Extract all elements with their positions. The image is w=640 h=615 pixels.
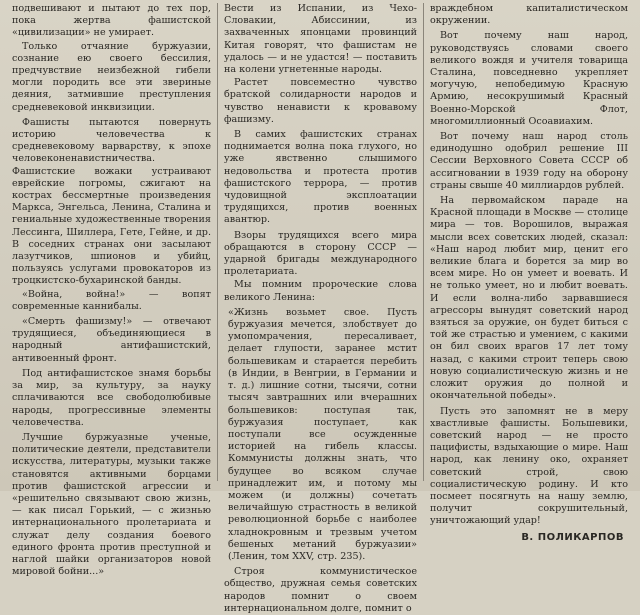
paragraph: Вот почему наш народ, руководствуясь словами своего великого вождя и учителя товарища Сталина, повседневно укрепляет могучую, непобедимую Красную Армию, несокрушимый Красный Военно-Морской Флот, многомиллионный Осоавиахим. — [430, 30, 628, 127]
paragraph: Взоры трудящихся всего мира обращаются в сторону СССР — ударной бригады международного пролетариата. — [224, 229, 417, 278]
paragraph: Лучшие буржуазные ученые, политические деятели, представители искусства, литературы, музыки также становятся активными борцами против фашистской агрессии и «решительно связывают свою жизнь, — как писал Горький, — с жизнью интернационального пролетариата и служат делу создания боевого единого фронта против преступной и наглой шайки организаторов новой мировой бойни...» — [12, 431, 211, 578]
lenin-quote: «Жизнь возьмет свое. Пусть буржуазия мечется, злобствует до умопомрачения, пересаливает, делает глупости, заранее мстит большевикам и старается перебить (в Индии, в Венгрии, в Германии и т. д.) лишние сотни, тысячи, сотни тысяч завтрашних или вчерашних большевиков: поступая так, буржуазия поступает, как поступали все осужденные историей на гибель классы. Коммунисты должны знать, что будущее во всяком случае принадлежит им, и потому мы можем (и должны) сочетать величайшую страстность в великой революционной борьбе с наиболее хладнокровным и трезвым учетом бешеных метаний буржуазии» (Ленин, том XXV, стр. 235). — [228, 306, 417, 562]
paragraph: подвешивают и пытают до тех пор, пока жертва фашистской «цивилизации» не умирает. — [12, 3, 211, 39]
paragraph: Пусть это запомнят не в меру хвастливые фашисты. Большевики, советский народ — не просто пацифисты, вздыхающие о мире. Наш народ, как ленину око, охраняет советский строй, свою социалистическую родину. И кто посмеет посягнуть на нашу землю, получит сокрушительный, уничтожающий удар! — [430, 405, 628, 527]
article-column-3 — [424, 3, 634, 543]
article-columns — [6, 3, 634, 614]
paragraph: Растет повсеместно чувство братской солидарности народов и чувство ненависти к кровавому фашизму. — [224, 77, 417, 125]
paragraph: Вести из Испании, из Чехо-Словакии, Абиссинии, из захваченных японцами провинций Китая говорят, что фашистам не удалось — и не удастся! — поставить на колени угнетенные народы. — [224, 3, 417, 76]
article-column-2 — [218, 3, 424, 614]
paragraph: «Война, война!» — вопят современные каннибалы. — [12, 288, 211, 312]
paragraph: На первомайском параде на Красной площади в Москве — столице мира — тов. Ворошилов, выражая мысли всех советских людей, сказал: «Наш народ любит мир, ценит его великие блага и борется за мир во всем мире. Но он умеет и воевать. И не только умеет, но и любит воевать. И если волна-либо зарвавшиеся агрессоры вынудят советский народ взяться за оружие, он будет биться с той же страстью и умением, с какими он бил своих врагов 17 лет тому назад, с какими строит теперь свою новую социалистическую жизнь и не сложит оружия до полной и окончательной победы». — [430, 195, 628, 402]
paragraph: В самих фашистских странах поднимается волна пока глухого, но уже явственно слышимого недовольства и протеста против фашистского террора, — против чудовищной эксплоатации трудящихся, против военных авантюр. — [224, 129, 417, 226]
author-signature: В. ПОЛИКАРПОВ — [521, 531, 624, 543]
paragraph: Вот почему наш народ столь единодушно одобрил решение III Сессии Верховного Совета СССР об ассигновании в 1939 году на оборону страны свыше 40 миллиардов рублей. — [430, 131, 628, 191]
article-column-1 — [6, 3, 218, 578]
paragraph: Фашисты пытаются повернуть историю человечества к средневековому варварству, к эпохе человеконенавистничества. Фашистские вожаки устраивают еврейские погромы, сжигают на кострах бессмертные произведения Маркса, Энгельса, Ленина, Сталина и гениальные художественные творения Лессинга, Шиллера, Гете, Гейне, и др. В соседних странах они засылают лазутчиков, шпионов и убийц, пользуясь услугами провокаторов из троцкистско-бухаринской банды. — [12, 116, 211, 287]
paragraph: Только отчаяние буржуазии, сознание ею своего бессилия, предчувствие неизбежной гибели могли породить все эти звериные деяния, затмившие преступления средневековой инквизиции. — [12, 40, 211, 113]
paragraph: Мы помним пророческие слова великого Ленина: — [224, 279, 417, 303]
paragraph: Под антифашистское знамя борьбы за мир, за культуру, за науку сплачиваются все свободолюбивые народы, прогрессивные элементы человечества. — [12, 367, 211, 428]
paragraph: Строя коммунистическое общество, дружная семья советских народов помнит о своем интернациональном долге, помнит о — [224, 566, 417, 614]
paragraph: «Смерть фашизму!» — отвечают трудящиеся, объединяющиеся в народный антифашистский, антивоенный фронт. — [12, 316, 211, 364]
paragraph: враждебном капиталистическом окружении. — [430, 3, 628, 27]
